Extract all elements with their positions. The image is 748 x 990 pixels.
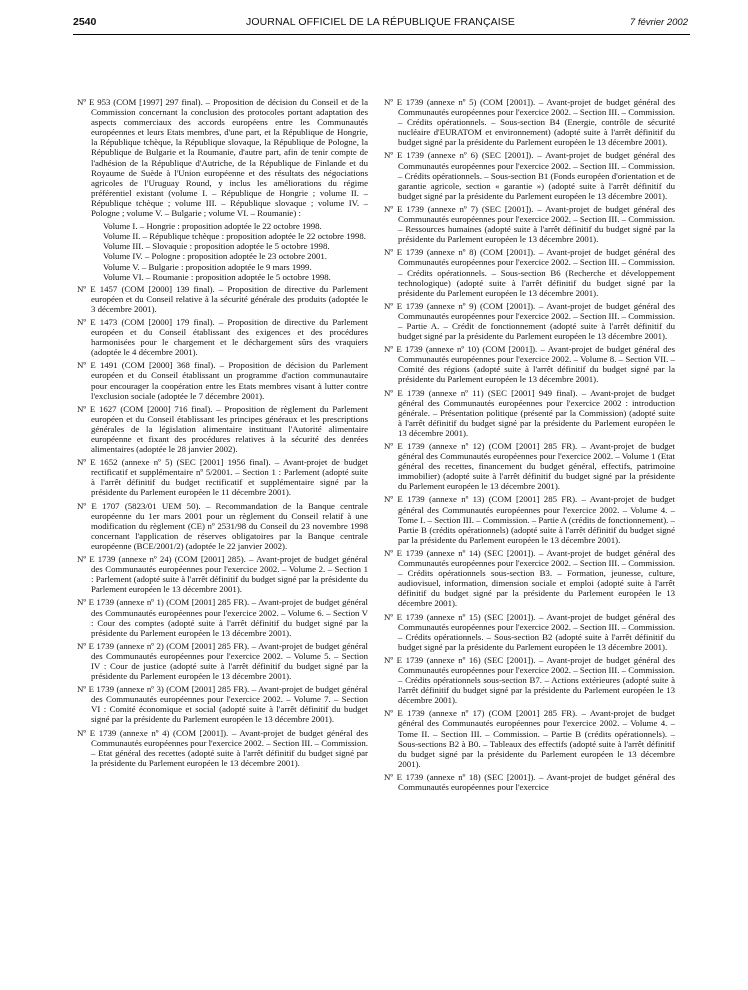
- entry-e1739-annexe-8: Nº E 1739 (annexe nº 8) (COM [2001]). – Avant-projet de budget général des Communautés européennes pour l'exercice 2002. – Section III. – Commission. – Crédits opérationnels. – Sous-section B6 (Recherche et développement technologique) (adopté suite à l'arrêt définitif du budget signé par la présidente du Parlement européen le 13 décembre 2001).: [384, 247, 675, 298]
- entry-e1739-annexe-3: Nº E 1739 (annexe nº 3) (COM [2001] 285 FR). – Avant-projet de budget général des Communautés européennes pour l'exercice 2002. – Volume 7. – Section VI : Comité économique et social (adopté suite à l'arrêt définitif du budget signé par la présidente du Parlement européen le 13 décembre 2001).: [77, 684, 368, 725]
- entry-e1457: Nº E 1457 (COM [2000] 139 final). – Proposition de directive du Parlement européen et du Conseil relative à la sécurité générale des produits (adoptée le 3 décembre 2001).: [77, 283, 368, 314]
- journal-title: JOURNAL OFFICIEL DE LA RÉPUBLIQUE FRANÇAISE: [246, 16, 515, 28]
- entry-e953: Nº E 953 (COM [1997] 297 final). – Proposition de décision du Conseil et de la Commission concernant la conclusion des protocoles portant adaptation des aspects commerciaux des accords européens entre les Communautés européennes et leurs Etats membres, d'une part, et la République de Hongrie, la République tchèque, la République slovaque, la République de Pologne, la République de Bulgarie et la Roumanie, d'autre part, afin de tenir compte de l'adhésion de la République d'Autriche, de la République de Finlande et du Royaume de Suède à l'Union européenne et des résultats des négociations agricoles de l'Uruguay Round, y inclus les améliorations du régime préférentiel existant (volume I. – République de Hongrie ; volume II. – République tchèque ; volume III. – République slovaque ; volume IV. – Pologne ; volume V. – Bulgarie ; volume VI. – Roumanie) :: [77, 97, 368, 219]
- entry-e1739-annexe-18: Nº E 1739 (annexe nº 18) (SEC [2001]). – Avant-projet de budget général des Communautés européennes pour l'exercice: [384, 771, 675, 792]
- volume-item: Volume III. – Slovaquie : proposition adoptée le 5 octobre 1998.: [103, 241, 330, 252]
- entry-e1739-annexe-4: Nº E 1739 (annexe nº 4) (COM [2001]). – Avant-projet de budget général des Communautés européennes pour l'exercice 2002. – Section III. – Commission. – Etat général des recettes (adopté suite à l'arrêt définitif du budget signé par la présidente du Parlement européen le 13 décembre 2001).: [77, 727, 368, 768]
- volume-item: Volume V. – Bulgarie : proposition adoptée le 9 mars 1999.: [103, 261, 312, 272]
- entry-e1739-annexe-16: Nº E 1739 (annexe nº 16) (SEC [2001]). – Avant-projet de budget général des Communautés européennes pour l'exercice 2002. – Section III. – Commission. – Crédits opérationnels sous-section B7. – Actions extérieures (adopté suite à l'arrêt définitif du budget signé par la présidente du Parlement européen le 13 décembre 2001).: [384, 654, 675, 706]
- entry-e1739-annexe-12: Nº E 1739 (annexe nº 12) (COM [2001] 285 FR). – Avant-projet de budget général des Communautés européennes pour l'exercice 2002. – Volume 1 (Etat général des recettes, financement du budget général, effectifs, patrimoine immobilier) (adopté suite à l'arrêt définitif du budget signé par la présidente du Parlement européen le 13 décembre 2001).: [384, 441, 675, 492]
- left-column: [77, 97, 368, 987]
- entry-e1739-annexe-9: Nº E 1739 (annexe nº 9) (COM [2001]). – Avant-projet de budget général des Communautés européennes pour l'exercice 2002. – Section III. – Commission. – Partie A. – Crédit de fonctionnement (adopté suite à l'arrêt définitif du budget signé par la présidente du Parlement européen le 13 décembre 2001).: [384, 300, 675, 342]
- entry-e1707: Nº E 1707 (5823/01 UEM 50). – Recommandation de la Banque centrale européenne du 1er mars 2001 pour un règlement du Conseil relatif à une modification du règlement (CE) nº 2531/98 du Conseil du 23 novembre 1998 concernant l'application de réserves obligatoires par la Banque centrale européenne (BCE/2001/2) (adoptée le 22 janvier 2002).: [77, 500, 368, 551]
- volume-list: [77, 221, 368, 282]
- entry-e1739-annexe-24: Nº E 1739 (annexe nº 24) (COM [2001] 285). – Avant-projet de budget général des Communautés européennes pour l'exercice 2002. – Volume 2. – Section 1 : Parlement (adopté suite à l'arrêt définitif du budget signé par la présidente du Parlement européen le 13 décembre 2001).: [77, 554, 368, 595]
- publication-date: 7 février 2002: [629, 17, 688, 28]
- page-number: 2540: [73, 16, 97, 28]
- volume-item: Volume I. – Hongrie : proposition adoptée le 22 octobre 1998.: [103, 221, 322, 232]
- volume-item: Volume II. – République tchèque : proposition adoptée le 22 octobre 1998.: [103, 231, 366, 242]
- entry-e1627: Nº E 1627 (COM [2000] 716 final). – Proposition de règlement du Parlement européen et du Conseil établissant les principes généraux et les prescriptions générales de la législation alimentaire instituant l'Autorité alimentaire européenne et fixant des procédures relatives à la sécurité des denrées alimentaires (adoptée le 28 janvier 2002).: [77, 403, 368, 455]
- entry-e1739-annexe-1: Nº E 1739 (annexe nº 1) (COM [2001] 285 FR). – Avant-projet de budget général des Communautés européennes pour l'exercice 2002. – Volume 6. – Section V : Cour des comptes (adopté suite à l'arrêt définitif du budget signé par la présidente du Parlement européen le 13 décembre 2001).: [77, 597, 368, 638]
- right-column: [384, 97, 675, 987]
- entry-e1739-annexe-6: Nº E 1739 (annexe nº 6) (SEC [2001]). – Avant-projet de budget général des Communautés européennes pour l'exercice 2002. – Section III. – Commission. – Crédits opérationnels. – Sous-section B1 (Fonds européen d'orientation et de garantie agricole, section « garantie ») (adopté suite à l'arrêt définitif du budget signé par la présidente du Parlement européen le 13 décembre 2001).: [384, 150, 675, 201]
- entry-e1739-annexe-7: Nº E 1739 (annexe nº 7) (SEC [2001]). – Avant-projet de budget général des Communautés européennes pour l'exercice 2002. – Section III. – Commission. – Ressources humaines (adopté suite à l'arrêt définitif du budget signé par la présidente du Parlement européen le 13 décembre 2001).: [384, 203, 675, 245]
- entry-e1739-annexe-10: Nº E 1739 (annexe nº 10) (COM [2001]). – Avant-projet de budget général des Communautés européennes pour l'exercice 2002. – Volume 8. – Section VII. – Comité des régions (adopté suite à l'arrêt définitif du budget signé par la présidente du Parlement européen le 13 décembre 2001).: [384, 344, 675, 385]
- page-header: [73, 16, 688, 34]
- entry-e1739-annexe-5: Nº E 1739 (annexe nº 5) (COM [2001]). – Avant-projet de budget général des Communautés européennes pour l'exercice 2002. – Section III. – Commission. – Crédits opérationnels. – Sous-section B4 (Energie, contrôle de sécurité nucléaire d'EURATOM et environnement) (adopté suite à l'arrêt définitif du budget signé par la présidente du Parlement européen le 13 décembre 2001).: [384, 97, 675, 148]
- volume-item: Volume IV. – Pologne : proposition adoptée le 23 octobre 2001.: [103, 251, 327, 262]
- entry-e1739-annexe-11: Nº E 1739 (annexe nº 11) (SEC [2001] 949 final). – Avant-projet de budget général des Communautés européennes pour l'exercice 2002 : introduction générale. – Présentation politique (présenté par la Commission) (adopté suite à l'arrêt définitif du budget signé par la présidente du Parlement européen le 13 décembre 2001).: [384, 387, 675, 438]
- entry-e1652: Nº E 1652 (annexe nº 5) (SEC [2001] 1956 final). – Avant-projet de budget rectificatif et supplémentaire nº 5/2001. – Section 1 : Parlement (adopté suite à l'arrêt définitif du budget rectificatif et supplémentaire signé par la présidente du Parlement européen le 11 décembre 2001).: [77, 457, 368, 498]
- entry-e1739-annexe-15: Nº E 1739 (annexe nº 15) (SEC [2001]). – Avant-projet de budget général des Communautés européennes pour l'exercice 2002. – Section III. – Commission. – Crédits opérationnels. – Sous-section B2 (adopté suite à l'arrêt définitif du budget signé par la présidente du Parlement européen le 13 décembre 2001).: [384, 611, 675, 652]
- volume-item: Volume VI. – Roumanie : proposition adoptée le 5 octobre 1998.: [103, 271, 331, 282]
- entry-e1739-annexe-2: Nº E 1739 (annexe nº 2) (COM [2001] 285 FR). – Avant-projet de budget général des Communautés européennes pour l'exercice 2002. – Volume 5. – Section IV : Cour de justice (adopté suite à l'arrêt définitif du budget signé par la présidente du Parlement européen le 13 décembre 2001).: [77, 640, 368, 682]
- header-rule: [73, 34, 690, 35]
- entry-e1739-annexe-17: Nº E 1739 (annexe nº 17) (COM [2001] 285 FR). – Avant-projet de budget général des Communautés européennes pour l'exercice 2002. – Volume 4. – Tome II. – Section III. – Commission. – Partie B (crédits opérationnels). – Sous-sections B2 à B0. – Tableaux des effectifs (adopté suite à l'arrêt définitif du budget signé par la présidente du Parlement européen le 13 décembre 2001).: [384, 708, 675, 769]
- entry-e1739-annexe-14: Nº E 1739 (annexe nº 14) (SEC [2001]). – Avant-projet de budget général des Communautés européennes pour l'exercice 2002. – Section III. – Commission. – Crédits opérationnels sous-section B3. – Formation, jeunesse, culture, audiovisuel, information, dimension sociale et emploi (adopté suite à l'arrêt définitif du budget signé par la présidente du Parlement européen le 13 décembre 2001).: [384, 547, 675, 609]
- entry-e1739-annexe-13: Nº E 1739 (annexe nº 13) (COM [2001] 285 FR). – Avant-projet de budget général des Communautés européennes pour l'exercice 2002. – Volume 4. – Tome I. – Section III. – Commission. – Partie A (crédits de fonctionnement). – Partie B (crédits opérationnels) (adopté suite à l'arrêt définitif du budget signé par la présidente du Parlement européen le 13 décembre 2001).: [384, 494, 675, 545]
- entry-e1473: Nº E 1473 (COM [2000] 179 final). – Proposition de directive du Parlement européen et du Conseil établissant des exigences et des procédures harmonisées pour le chargement et le déchargement sûrs des vraquiers (adoptée le 4 décembre 2001).: [77, 316, 368, 358]
- entry-e1491: Nº E 1491 (COM [2000] 368 final). – Proposition de décision du Parlement européen et du Conseil établissant un programme d'action communautaire pour encourager la coopération entre les Etats membres visant à lutter contre l'exclusion sociale (adoptée le 7 décembre 2001).: [77, 360, 368, 401]
